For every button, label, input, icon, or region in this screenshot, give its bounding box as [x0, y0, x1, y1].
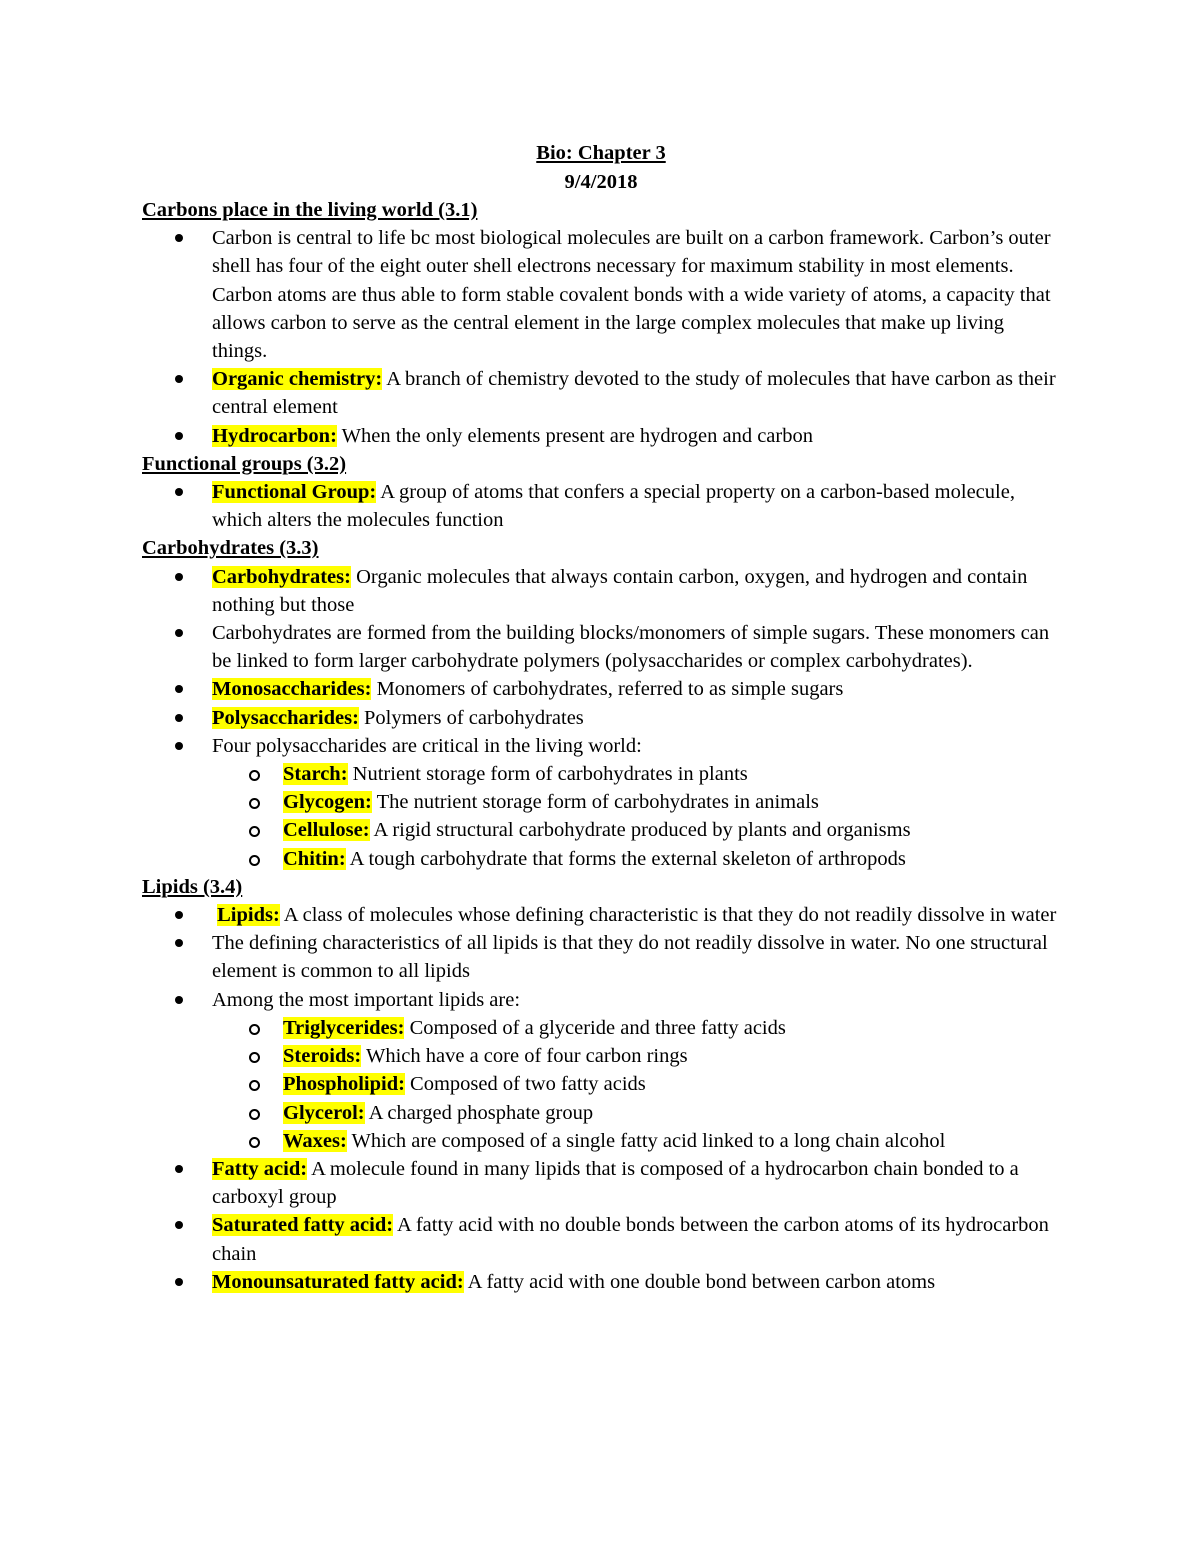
term-highlight: Hydrocarbon:	[212, 424, 337, 447]
list-item	[142, 732, 1060, 760]
term-highlight: Chitin:	[283, 847, 346, 870]
sublist-polysaccharides	[142, 760, 1060, 873]
term-highlight: Glycogen:	[283, 791, 372, 814]
section-list-functional-groups	[142, 478, 1060, 534]
list-item	[142, 675, 1060, 703]
sub-list-item	[142, 816, 1060, 844]
sub-list-item	[142, 760, 1060, 788]
list-item	[142, 1155, 1060, 1211]
term-highlight: Cellulose:	[283, 819, 370, 842]
definition-text: Organic molecules that always contain carbon, oxygen, and hydrogen and contain nothing but those	[212, 565, 1028, 616]
item-text: Carbohydrates are formed from the building blocks/monomers of simple sugars. These monomers can be linked to form larger carbohydrate polymers (polysaccharides or complex carbohydrates).	[212, 622, 1050, 673]
section-heading-lipids: Lipids (3.4)	[142, 875, 243, 898]
definition-text: A class of molecules whose defining characteristic is that they do not readily dissolve in water	[279, 904, 1057, 927]
term-highlight: Waxes:	[283, 1129, 347, 1152]
term-highlight: Phospholipid:	[283, 1073, 405, 1096]
list-item	[142, 619, 1060, 675]
definition-text: The nutrient storage form of carbohydrates in animals	[371, 791, 819, 814]
list-item	[142, 422, 1060, 450]
term-highlight: Steroids:	[283, 1045, 362, 1068]
list-item	[142, 224, 1060, 365]
section-list-lipids	[142, 901, 1060, 1014]
term-highlight: Polysaccharides:	[212, 706, 359, 729]
sub-list-item	[142, 1042, 1060, 1070]
list-item	[142, 704, 1060, 732]
document-title-block	[142, 139, 1060, 196]
sub-list-item	[142, 845, 1060, 873]
definition-text: Which are composed of a single fatty acid linked to a long chain alcohol	[346, 1129, 946, 1152]
list-item	[142, 1211, 1060, 1267]
term-highlight: Monosaccharides:	[212, 678, 372, 701]
sub-list-item	[142, 1127, 1060, 1155]
sub-list-item	[142, 1099, 1060, 1127]
sublist-important-lipids	[142, 1014, 1060, 1155]
document-date: 9/4/2018	[564, 170, 638, 193]
term-highlight: Fatty acid:	[212, 1157, 308, 1180]
item-text: Four polysaccharides are critical in the living world:	[212, 734, 642, 757]
term-highlight: Functional Group:	[212, 481, 377, 504]
sub-list-item	[142, 1014, 1060, 1042]
section-heading-carbon: Carbons place in the living world (3.1)	[142, 199, 478, 221]
section-heading-carbohydrates: Carbohydrates (3.3)	[142, 537, 319, 560]
definition-text: Composed of a glyceride and three fatty acids	[404, 1016, 786, 1039]
definition-text: A fatty acid with one double bond between carbon atoms	[463, 1270, 936, 1293]
definition-text: A fatty acid with no double bonds between the carbon atoms of its hydrocarbon chain	[212, 1214, 1049, 1265]
list-item	[142, 563, 1060, 619]
item-text: The defining characteristics of all lipids is that they do not readily dissolve in water. No one structural element is common to all lipids	[212, 932, 1048, 983]
section-heading-functional-groups: Functional groups (3.2)	[142, 452, 347, 475]
list-item	[142, 365, 1060, 421]
definition-text: Which have a core of four carbon rings	[361, 1045, 688, 1068]
definition-text: A branch of chemistry devoted to the study of molecules that have carbon as their central element	[212, 368, 1056, 419]
term-highlight: Lipids:	[217, 904, 280, 927]
list-item	[142, 901, 1060, 929]
definition-text: Polymers of carbohydrates	[358, 706, 584, 729]
definition-text: Monomers of carbohydrates, referred to as simple sugars	[371, 678, 844, 701]
definition-text: A molecule found in many lipids that is composed of a hydrocarbon chain bonded to a carboxyl group	[212, 1157, 1019, 1209]
definition-text: Composed of two fatty acids	[404, 1073, 646, 1096]
sub-list-item	[142, 788, 1060, 816]
item-text: Carbon is central to life bc most biological molecules are built on a carbon framework. Carbon’s outer shell has four of the eight outer shell electrons necessary for maximum stability in most elements. Carbon atoms are thus able to form stable covalent bonds with a wide variety of atoms, a capacity that allows carbon to serve as the central element in the large complex molecules that make up living things.	[212, 227, 1051, 363]
definition-text: A tough carbohydrate that forms the external skeleton of arthropods	[345, 847, 906, 870]
term-highlight: Saturated fatty acid:	[212, 1214, 394, 1237]
term-highlight: Monounsaturated fatty acid:	[212, 1270, 464, 1293]
list-item	[142, 986, 1060, 1014]
definition-text: When the only elements present are hydrogen and carbon	[336, 424, 813, 447]
term-highlight: Organic chemistry:	[212, 368, 383, 391]
definition-text: A group of atoms that confers a special property on a carbon-based molecule, which alters the molecules function	[212, 481, 1015, 532]
section-list-carbohydrates	[142, 563, 1060, 760]
section-list-fatty-acids	[142, 1155, 1060, 1296]
term-highlight: Triglycerides:	[283, 1016, 405, 1039]
section-list-carbon	[142, 224, 1060, 450]
term-highlight: Starch:	[283, 763, 348, 786]
definition-text: Nutrient storage form of carbohydrates in plants	[347, 763, 748, 786]
sub-list-item	[142, 1070, 1060, 1098]
term-highlight: Glycerol:	[283, 1101, 365, 1124]
definition-text: A charged phosphate group	[364, 1101, 594, 1124]
list-item	[142, 1268, 1060, 1296]
term-highlight: Carbohydrates:	[212, 565, 351, 588]
document-title: Bio: Chapter 3	[536, 142, 666, 164]
list-item	[142, 929, 1060, 985]
definition-text: A rigid structural carbohydrate produced by plants and organisms	[369, 819, 911, 842]
item-text: Among the most important lipids are:	[212, 988, 521, 1011]
list-item	[142, 478, 1060, 534]
